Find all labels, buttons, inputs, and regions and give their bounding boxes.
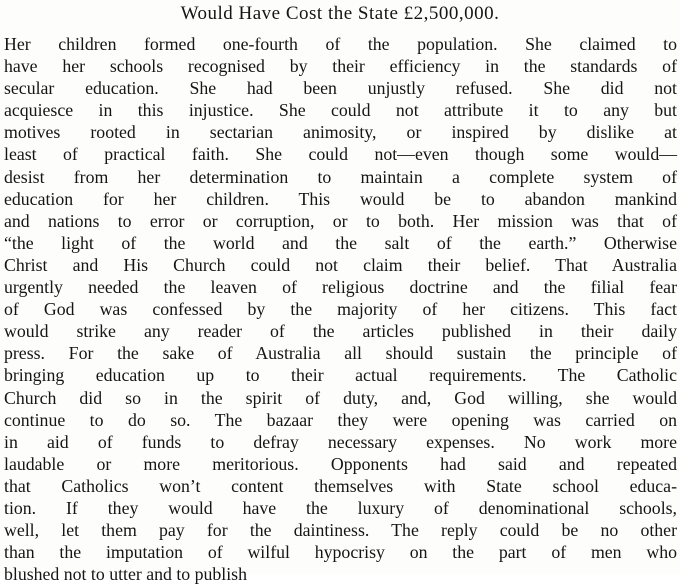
body-line: than the imputation of wilful hypocrisy on the part of men who bbox=[4, 542, 677, 563]
body-line: bringing education up to their actual requirements. The Catholic bbox=[4, 365, 677, 386]
body-line: laudable or more meritorious. Opponents had said and repeated bbox=[4, 453, 677, 474]
body-line: have her schools recognised by their efficiency in the standards of bbox=[4, 56, 677, 77]
body-line: secular education. She had been unjustly refused. She did not bbox=[4, 78, 677, 99]
body-line: urgently needed the leaven of religious doctrine and the filial fear bbox=[4, 277, 677, 298]
body-line: and nations to error or corruption, or to both. Her mission was that of bbox=[4, 210, 677, 231]
body-line: acquiesce in this injustice. She could not attribute it to any but bbox=[4, 100, 677, 121]
body-line: press. For the sake of Australia all should sustain the principle of bbox=[4, 343, 677, 364]
article-headline: Would Have Cost the State £2,500,000. bbox=[180, 3, 500, 24]
body-line: Christ and His Church could not claim their belief. That Australia bbox=[4, 254, 677, 275]
article-body bbox=[4, 33, 677, 585]
body-line: education for her children. This would be to abandon mankind bbox=[4, 188, 677, 209]
body-line: Her children formed one-fourth of the population. She claimed to bbox=[4, 34, 677, 54]
body-line: least of practical faith. She could not—even though some would— bbox=[4, 144, 677, 165]
body-line: would strike any reader of the articles published in their daily bbox=[4, 321, 677, 342]
body-line: Church did so in the spirit of duty, and, God willing, she would bbox=[4, 387, 677, 408]
body-line: “the light of the world and the salt of the earth.” Otherwise bbox=[4, 232, 677, 253]
body-line: that Catholics won’t content themselves with State school educa- bbox=[4, 475, 677, 496]
body-line: tion. If they would have the luxury of denominational schools, bbox=[4, 497, 677, 518]
body-line: desist from her determination to maintain a complete system of bbox=[4, 166, 677, 187]
body-line-last: blushed not to utter and to publish bbox=[4, 564, 247, 585]
body-line: continue to do so. The bazaar they were opening was carried on bbox=[4, 409, 677, 430]
body-line: well, let them pay for the daintiness. The reply could be no other bbox=[4, 520, 677, 541]
body-line: of God was confessed by the majority of her citizens. This fact bbox=[4, 299, 677, 320]
body-line: in aid of funds to defray necessary expenses. No work more bbox=[4, 431, 677, 452]
body-line: motives rooted in sectarian animosity, or inspired by dislike at bbox=[4, 122, 677, 143]
